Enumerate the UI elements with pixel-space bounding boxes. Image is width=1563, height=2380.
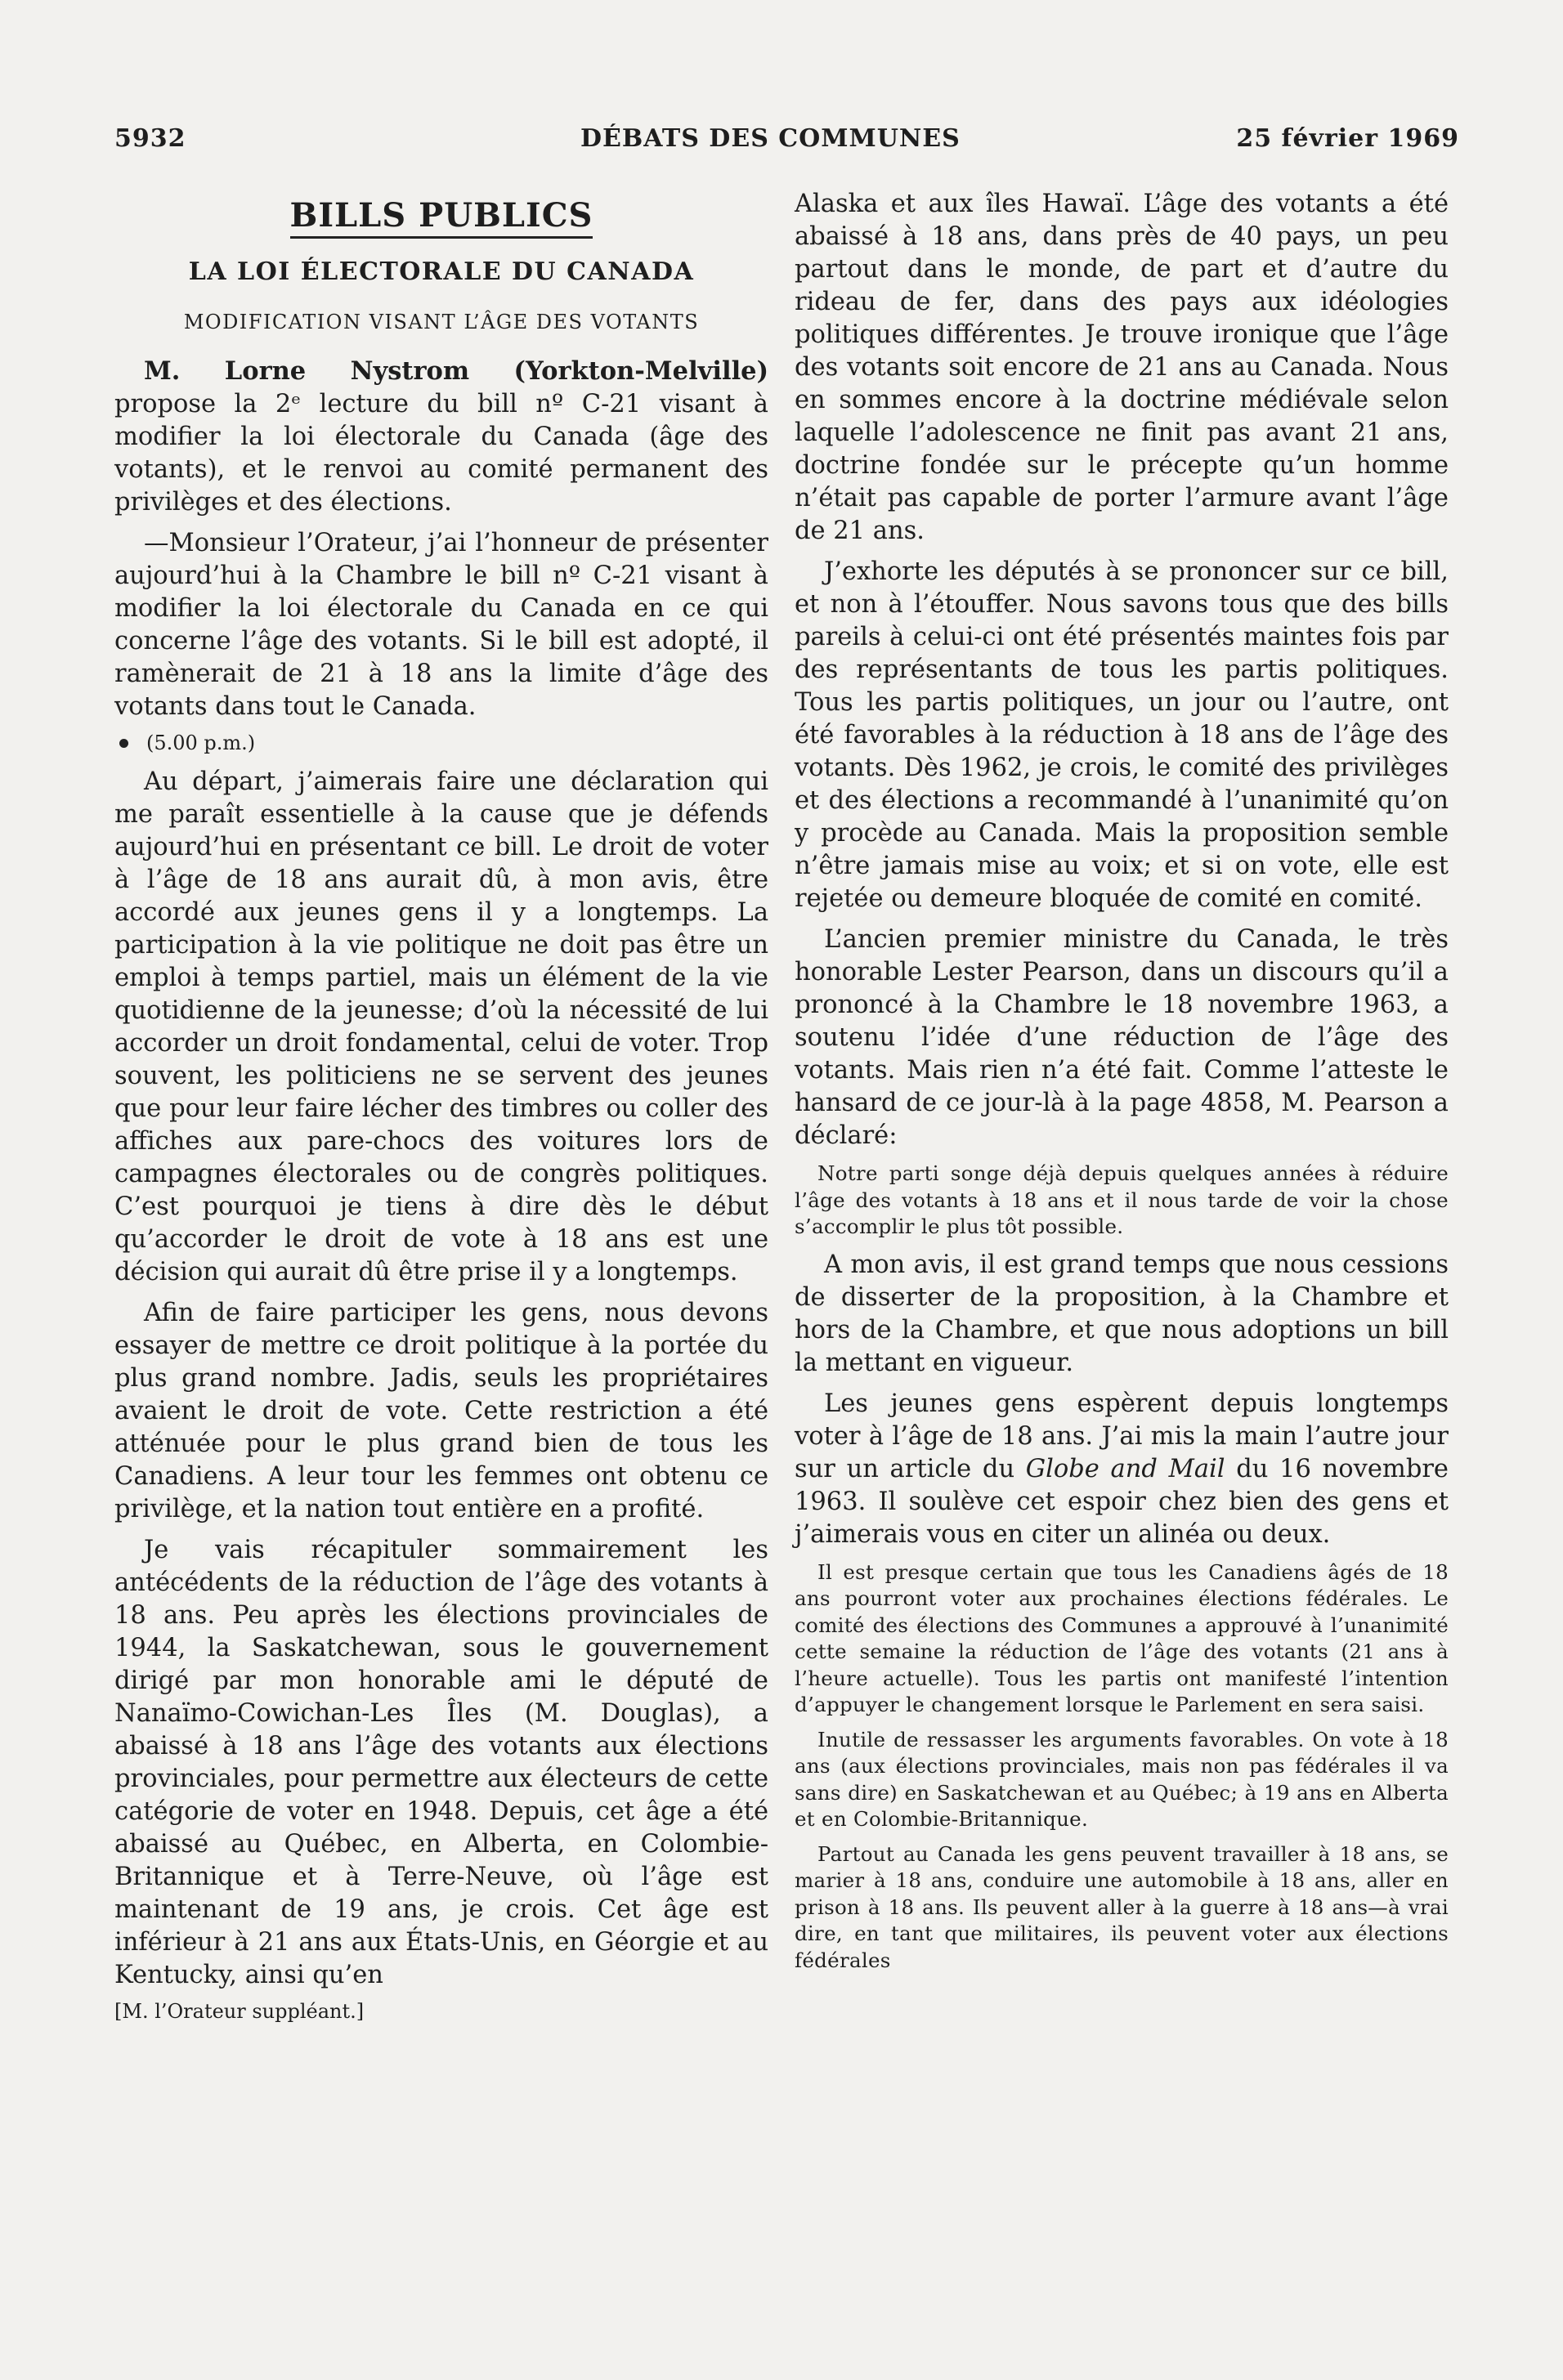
chair-note: [M. l’Orateur suppléant.] — [114, 2000, 365, 2023]
section-title: BILLS PUBLICS — [114, 196, 768, 235]
paragraph: A mon avis, il est grand temps que nous cessions de disserter de la proposition, à la Chambre et hors de la Chambre, et que nous adoptions un bill la mettant en vigueur. — [795, 1250, 1449, 1377]
paragraph: Au départ, j’aimerais faire une déclaration qui me paraît essentielle à la cause que je défends aujourd’hui en présentant ce bill. Le droit de voter à l’âge de 18 ans aurait dû, à mon avis, être accordé aux jeunes gens il y a longtemps. La participation à la vie politique ne doit pas être un emploi à temps partiel, mais un élément de la vie quotidienne de la jeunesse; d’où la nécessité de lui accorder un droit fondamental, celui de voter. Trop souvent, les politiciens ne se servent des jeunes que pour leur faire lécher des timbres ou coller des affiches aux pare-chocs des voitures lors de campagnes électorales ou de congrès politiques. C’est pourquoi je tiens à dire dès le début qu’accorder le droit de vote à 18 ans est une décision qui aurait dû être prise il y a longtemps. — [114, 767, 768, 1286]
timestamp: (5.00 p.m.) — [114, 731, 768, 754]
page-date: 25 février 1969 — [1236, 124, 1459, 153]
subsubtitle: MODIFICATION VISANT L’ÂGE DES VOTANTS — [183, 311, 700, 333]
bullet-icon — [119, 739, 128, 748]
right-column — [795, 188, 1449, 1982]
quote-paragraph: Il est presque certain que tous les Canadiens âgés de 18 ans pourront voter aux prochaines élections fédérales. Le comité des élections des Communes a approuvé à l’unanimité cette semaine la réduction de l’âge des votants (21 ans à l’heure actuelle). Tous les partis ont manifesté l’intention d’appuyer le changement lorsque le Parlement en sera saisi. — [795, 1559, 1449, 1716]
left-column — [114, 188, 768, 2023]
newspaper-title: Globe and Mail — [1025, 1454, 1225, 1483]
paragraph: Les jeunes gens espèrent depuis longtemps voter à l’âge de 18 ans. J’ai mis la main l’autre jour sur un article du Globe and Mail du 16 novembre 1963. Il soulève cet espoir chez bien des gens et j’aimerais vous en citer un alinéa ou deux. — [795, 1389, 1449, 1549]
quotation — [795, 1161, 1449, 1241]
paragraph: L’ancien premier ministre du Canada, le très honorable Lester Pearson, dans un discours qu’il a prononcé à la Chambre le 18 novembre 1963, a soutenu l’idée d’une réduction de l’âge des votants. Mais rien n’a été fait. Comme l’atteste le hansard de ce jour-là à la page 4858, M. Pearson a déclaré: — [795, 925, 1449, 1150]
quote-paragraph: Notre parti songe déjà depuis quelques années à réduire l’âge des votants à 18 ans et il nous tarde de voir la chose s’accomplir le plus tôt possible. — [795, 1161, 1449, 1238]
paragraph: Afin de faire participer les gens, nous devons essayer de mettre ce droit politique à la portée du plus grand nombre. Jadis, seuls les propriétaires avaient le droit de vote. Cette restriction a été atténuée pour le plus grand bien de tous les Canadiens. A leur tour les femmes ont obtenu ce privilège, et la nation tout entière en a profité. — [114, 1299, 768, 1523]
paragraph: Je vais récapituler sommairement les antécédents de la réduction de l’âge des votants à 18 ans. Peu après les élections provinciales de 1944, la Saskatchewan, sous le gouvernement dirigé par mon honorable ami le député de Nanaïmo-Cowichan-Les Îles (M. Douglas), a abaissé à 18 ans l’âge des votants aux élections provinciales, pour permettre aux électeurs de cette catégorie de voter en 1948. Depuis, cet âge a été abaissé au Québec, en Alberta, en Colombie-Britannique et à Terre-Neuve, où l’âge est maintenant de 19 ans, je crois. Cet âge est inférieur à 21 ans aux États-Unis, en Géorgie et au Kentucky, ainsi qu’en — [114, 1536, 768, 1989]
paragraph: —Monsieur l’Orateur, j’ai l’honneur de présenter aujourd’hui à la Chambre le bill nº C-21 visant à modifier la loi électorale du Canada en ce qui concerne l’âge des votants. Si le bill est adopté, il ramènerait de 21 à 18 ans la limite d’âge des votants dans tout le Canada. — [114, 529, 768, 721]
quotation — [795, 1559, 1449, 1975]
speaker-name: M. Lorne Nystrom (Yorkton-Melville) — [144, 356, 768, 386]
paragraph: Alaska et aux îles Hawaï. L’âge des votants a été abaissé à 18 ans, dans près de 40 pays, un peu partout dans le monde, de part et d’autre du rideau de fer, dans des pays aux idéologies politiques différentes. Je trouve ironique que l’âge des votants soit encore de 21 ans au Canada. Nous en sommes encore à la doctrine médiévale selon laquelle l’adolescence ne finit pas avant 21 ans, doctrine fondée sur le précepte qu’un homme n’était pas capable de porter l’armure avant l’âge de 21 ans. — [795, 190, 1449, 545]
publication-title: DÉBATS DES COMMUNES — [580, 124, 961, 153]
page-header — [114, 124, 1459, 165]
subtitle: LA LOI ÉLECTORALE DU CANADA — [188, 257, 695, 286]
quote-paragraph: Inutile de ressasser les arguments favorables. On vote à 18 ans (aux élections provinciales, mais non pas fédérales il va sans dire) en Saskatchewan et au Québec; à 19 ans en Alberta et en Colombie-Britannique. — [795, 1727, 1449, 1831]
paragraph: J’exhorte les députés à se prononcer sur ce bill, et non à l’étouffer. Nous savons tous que des bills pareils à celui-ci ont été présentés maintes fois par des représentants de tous les partis politiques. Tous les partis politiques, un jour ou l’autre, ont été favorables à la réduction à 18 ans de l’âge des votants. Dès 1962, je crois, le comité des privilèges et des élections a recommandé à l’unanimité qu’on y procède au Canada. Mais la proposition semble n’être jamais mise au voix; et si on vote, elle est rejetée ou demeure bloquée de comité en comité. — [795, 557, 1449, 913]
quote-paragraph: Partout au Canada les gens peuvent travailler à 18 ans, se marier à 18 ans, conduire une automobile à 18 ans, aller en prison à 18 ans. Ils peuvent aller à la guerre à 18 ans—à vrai dire, en tant que militaires, ils peuvent voter aux élections fédérales — [795, 1841, 1449, 1972]
page-number: 5932 — [114, 124, 186, 153]
paragraph: M. Lorne Nystrom (Yorkton-Melville) propose la 2ᵉ lecture du bill nº C-21 visant à modifier la loi électorale du Canada (âge des votants), et le renvoi au comité permanent des privilèges et des élections. — [114, 356, 768, 517]
